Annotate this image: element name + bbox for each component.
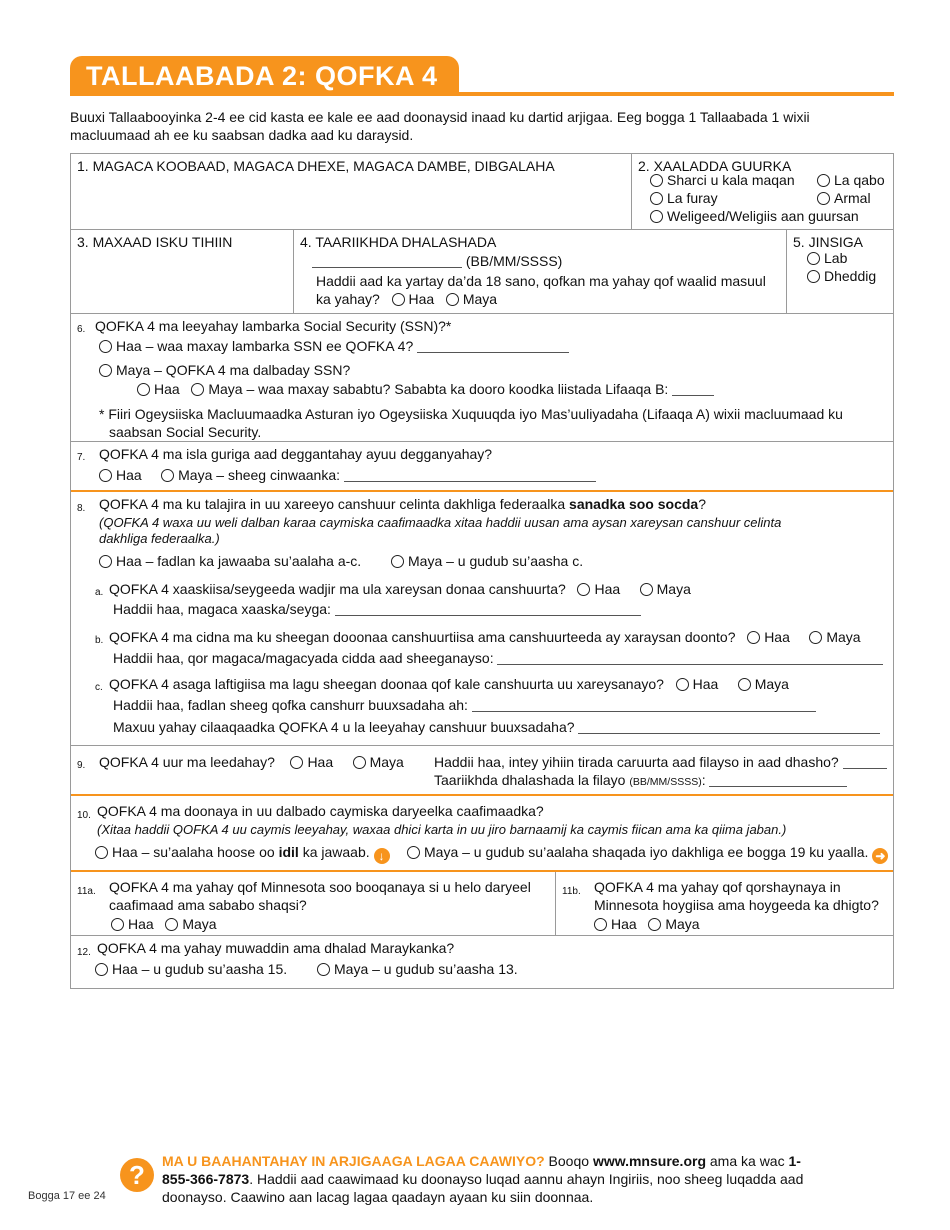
radio-icon[interactable] bbox=[99, 469, 112, 482]
same-address-question: QOFKA 4 ma isla guriga aad deggantahay ayuu degganyahay? bbox=[99, 446, 493, 462]
due-date-input[interactable] bbox=[709, 786, 847, 787]
radio-icon[interactable] bbox=[650, 192, 663, 205]
spouse-name: Haddii haa, magaca xaaska/seyga: bbox=[113, 600, 641, 618]
pregnancy-question: QOFKA 4 uur ma leedahay? Haa Maya bbox=[99, 754, 404, 770]
visiting-options: Haa Maya bbox=[111, 915, 217, 933]
intro-text: Buuxi Tallaabooyinka 2-4 ee cid kasta ee kale ee aad doonaysid inaad ku dartid arjigaa. Eeg bogga 1 Tallaabada 1 wixii macluumaad ah ee ku saabsan dadka aad ku daraysid. bbox=[70, 109, 810, 143]
row-name-marital bbox=[71, 154, 893, 230]
radio-icon[interactable] bbox=[676, 678, 689, 691]
radio-icon[interactable] bbox=[807, 252, 820, 265]
relationship-label: 3. MAXAAD ISKU TIHIIN bbox=[77, 234, 233, 250]
marital-opt-married[interactable]: La qabo bbox=[817, 171, 885, 189]
radio-icon[interactable] bbox=[99, 555, 112, 568]
radio-icon[interactable] bbox=[650, 210, 663, 223]
visiting-question-line2: caafimaad ama sababo shaqsi? bbox=[109, 897, 307, 913]
spouse-name-input[interactable] bbox=[335, 615, 641, 616]
marital-label: 2. XAALADDA GUURKA bbox=[638, 158, 792, 174]
marital-opt-divorced[interactable]: La furay bbox=[650, 189, 718, 207]
row-relation-dob-sex bbox=[71, 230, 893, 314]
moving-options: Haa Maya bbox=[594, 915, 700, 933]
row-tax-filing: 8. QOFKA 4 ma ku talajira in uu xareeyo canshuur celinta dakhliga federaalka sanadka soo socda? (QOFKA 4 waxa uu weli dalban karaa caymiska caafimaadka xitaa haddii uusan ama aysan xareysan canshuur celinta dakhliga federaalka.) Haa – fadlan ka jawaaba su’aalaha a-c. Maya – u gudub su’aasha c. a. QOFKA 4 xaaskiisa/seygeeda wadjir ma ula xareysan donaa canshuurta? Haa Maya Haddii haa, magaca xaaska/seyga: b. QOFKA 4 ma cidna ma ku sheegan dooonaa canshuurtiisa ama canshuurteeda ay xaraysan doonto? Haa Maya Haddii haa, qor magaca/magacyada cidda aad sheeganayso: c. QOFKA 4 asaga laftigiisa ma lagu sheegan doonaa qof kale canshuurta uu xareysanayo? Haa Maya Haddii haa, fadlan sheeg qofka canshurr buuxsadaha ah: Maxuu yahay cilaaqaadka QOFKA 4 u la leeyahay canshuur buuxsadaha? bbox=[71, 492, 893, 746]
citizenship-no[interactable]: Maya – u gudub su’aasha 13. bbox=[317, 960, 518, 978]
row-ssn: 6. QOFKA 4 ma leeyahay lambarka Social Security (SSN)?* Haa – waa maxay lambarka SSN ee QOFKA 4? Maya – QOFKA 4 ma dalbaday SSN? Haa Maya – waa maxay sababtu? Sababta ka dooro koodka liistada Lifaaqa B: * Fiiri Ogeysiiska Macluumaadka Asturan iyo Ogeysiiska Xuquuqda iyo Mas’uuliyadaha (Lifaaqa A) wixii macluumaad ku saabsan Social Security. bbox=[71, 314, 893, 442]
row-same-address: 7. QOFKA 4 ma isla guriga aad deggantahay ayuu degganyahay? Haa Maya – sheeg cinwaanka: bbox=[71, 442, 893, 492]
radio-icon[interactable] bbox=[594, 918, 607, 931]
children-count-input[interactable] bbox=[843, 768, 887, 769]
sex-label: 5. JINSIGA bbox=[793, 234, 864, 250]
radio-icon[interactable] bbox=[99, 340, 112, 353]
claimed-question: QOFKA 4 asaga laftigiisa ma lagu sheegan doonaa qof kale canshuurta uu xareysanayo? Haa Maya bbox=[109, 676, 789, 692]
ssn-no[interactable]: Maya – QOFKA 4 ma dalbaday SSN? bbox=[99, 361, 350, 379]
radio-icon[interactable] bbox=[111, 918, 124, 931]
page-number: Bogga 17 ee 24 bbox=[28, 1190, 106, 1202]
radio-icon[interactable] bbox=[290, 756, 303, 769]
dob-input[interactable]: (BB/MM/SSSS) bbox=[312, 252, 562, 270]
radio-icon[interactable] bbox=[446, 293, 459, 306]
tax-yes[interactable]: Haa – fadlan ka jawaaba su’aalaha a-c. bbox=[99, 552, 361, 570]
radio-icon[interactable] bbox=[807, 270, 820, 283]
ssn-note-line1: * Fiiri Ogeysiiska Macluumaadka Asturan iyo Ogeysiiska Xuquuqda iyo Mas’uuliyadaha (Lifaaqa A) wixii macluumaad ku bbox=[99, 406, 843, 422]
tax-filer-relationship: Maxuu yahay cilaaqaadka QOFKA 4 u la leeyahay canshuur buuxsadaha? bbox=[113, 718, 880, 736]
radio-icon[interactable] bbox=[191, 383, 204, 396]
row-coverage: 10. QOFKA 4 ma doonaya in uu dalbado caymiska daryeelka caafimaadka? (Xitaa haddii QOFKA 4 uu caymis leeyahay, waxaa dhici karta in uu jiro barnaamij ka caymis fiican ama ka qiima jaban.) Haa – su’aalaha hoose oo idil ka jawaab. ↓ Maya – u gudub su’aalaha shaqada iyo dakhliga ee bogga 19 ku yaalla. ➜ bbox=[71, 796, 893, 872]
citizenship-yes[interactable]: Haa – u gudub su’aasha 15. bbox=[95, 960, 287, 978]
website-link[interactable]: www.mnsure.org bbox=[592, 1153, 706, 1169]
sex-opt-female[interactable]: Dheddig bbox=[807, 267, 876, 285]
moving-question-line1: QOFKA 4 ma yahay qof qorshaynaya in bbox=[594, 879, 841, 895]
radio-icon[interactable] bbox=[577, 583, 590, 596]
radio-icon[interactable] bbox=[809, 631, 822, 644]
address-input[interactable] bbox=[344, 481, 596, 482]
radio-icon[interactable] bbox=[817, 174, 830, 187]
relationship-input[interactable] bbox=[578, 733, 880, 734]
ssn-question: QOFKA 4 ma leeyahay lambarka Social Security (SSN)?* bbox=[95, 318, 452, 334]
radio-icon[interactable] bbox=[391, 555, 404, 568]
citizenship-question: QOFKA 4 ma yahay muwaddin ama dhalad Maraykanka? bbox=[97, 940, 455, 956]
visiting-question-line1: QOFKA 4 ma yahay qof Minnesota soo booqanaya si u helo daryeel bbox=[109, 879, 531, 895]
radio-icon[interactable] bbox=[407, 846, 420, 859]
expected-children: Haddii haa, intey yihiin tirada caruurta aad filayso in aad dhasho? bbox=[434, 753, 887, 771]
marital-status-field bbox=[631, 154, 893, 229]
arrow-down-icon: ↓ bbox=[374, 848, 390, 864]
radio-icon[interactable] bbox=[99, 364, 112, 377]
moving-question-line2: Minnesota hoygiisa ama hoygeeda ka dhigto? bbox=[594, 897, 879, 913]
section-header bbox=[70, 56, 894, 96]
due-date: Taariikhda dhalashada la filayo (BB/MM/SSSS): bbox=[434, 771, 847, 791]
marital-opt-widowed[interactable]: Armal bbox=[817, 189, 871, 207]
coverage-yes[interactable]: Haa – su’aalaha hoose oo idil ka jawaab. ↓ bbox=[95, 843, 390, 864]
dependents-question: QOFKA 4 ma cidna ma ku sheegan dooonaa canshuurtiisa ama canshuurteeda ay xaraysan doonto? Haa Maya bbox=[109, 629, 861, 645]
tax-no[interactable]: Maya – u gudub su’aasha c. bbox=[391, 552, 583, 570]
same-address-options: Haa Maya – sheeg cinwaanka: bbox=[99, 466, 596, 484]
joint-filing-question: QOFKA 4 xaaskiisa/seygeeda wadjir ma ula xareysan donaa canshuurta? Haa Maya bbox=[109, 581, 691, 597]
radio-icon[interactable] bbox=[738, 678, 751, 691]
person-form bbox=[70, 153, 894, 989]
dob-field bbox=[293, 230, 786, 313]
ssn-note-line2: saabsan Social Security. bbox=[109, 424, 262, 440]
radio-icon[interactable] bbox=[392, 293, 405, 306]
radio-icon[interactable] bbox=[650, 174, 663, 187]
relationship-field[interactable] bbox=[71, 230, 293, 313]
tax-question: QOFKA 4 ma ku talajira in uu xareeyo canshuur celinta dakhliga federaalka sanadka soo socda? bbox=[99, 496, 707, 512]
dob-label: 4. TAARIIKHDA DHALASHADA bbox=[300, 234, 497, 250]
ssn-input[interactable] bbox=[417, 352, 569, 353]
radio-icon[interactable] bbox=[137, 383, 150, 396]
question-icon: ? bbox=[120, 1158, 154, 1192]
visiting-field: 11a. QOFKA 4 ma yahay qof Minnesota soo booqanaya si u helo daryeel caafimaad ama sababo shaqsi? Haa Maya bbox=[77, 879, 531, 932]
moving-field: 11b. QOFKA 4 ma yahay qof qorshaynaya in Minnesota hoygiisa ama hoygeeda ka dhigto? Haa Maya bbox=[555, 872, 893, 935]
tax-note-line2: dakhliga federaalka.) bbox=[99, 531, 220, 546]
radio-icon[interactable] bbox=[640, 583, 653, 596]
guardian-question-line1: Haddii aad ka yartay da’da 18 sano, qofkan ma yahay qof waalid masuul bbox=[316, 273, 766, 289]
radio-icon[interactable] bbox=[165, 918, 178, 931]
radio-icon[interactable] bbox=[353, 756, 366, 769]
phone-number[interactable]: 1-855-366-7873 bbox=[162, 1153, 801, 1187]
coverage-question: QOFKA 4 ma doonaya in uu dalbado caymiska daryeelka caafimaadka? bbox=[97, 803, 544, 819]
row-residency bbox=[71, 872, 893, 936]
radio-icon[interactable] bbox=[95, 963, 108, 976]
dependents-input[interactable] bbox=[497, 664, 883, 665]
reason-code-input[interactable] bbox=[672, 395, 714, 396]
row-pregnancy: 9. QOFKA 4 uur ma leedahay? Haa Maya Haddii haa, intey yihiin tirada caruurta aad filayso in aad dhasho? Taariikhda dhalashada la filayo (BB/MM/SSSS): bbox=[71, 746, 893, 796]
row-citizenship: 12. QOFKA 4 ma yahay muwaddin ama dhalad Maraykanka? Haa – u gudub su’aasha 15. Maya – u gudub su’aasha 13. bbox=[77, 940, 518, 977]
section-title: TALLAABADA 2: QOFKA 4 bbox=[70, 56, 459, 94]
tax-filer-input[interactable] bbox=[472, 711, 816, 712]
coverage-no[interactable]: Maya – u gudub su’aalaha shaqada iyo dakhliga ee bogga 19 ku yaalla. ➜ bbox=[407, 843, 888, 864]
dependents-names: Haddii haa, qor magaca/magacyada cidda aad sheeganayso: bbox=[113, 649, 883, 667]
marital-opt-never-married[interactable]: Weligeed/Weligiis aan guursan bbox=[650, 207, 859, 225]
header-rule bbox=[70, 92, 894, 96]
sex-opt-male[interactable]: Lab bbox=[807, 249, 847, 267]
tax-note-line1: (QOFKA 4 waxa uu weli dalban karaa caymiska caafimaadka xitaa haddii uusan ama aysan xareysan canshuur celinta bbox=[99, 515, 782, 530]
radio-icon[interactable] bbox=[747, 631, 760, 644]
marital-opt-separated[interactable]: Sharci u kala maqan bbox=[650, 171, 795, 189]
radio-icon[interactable] bbox=[161, 469, 174, 482]
radio-icon[interactable] bbox=[817, 192, 830, 205]
radio-icon[interactable] bbox=[317, 963, 330, 976]
name-field[interactable] bbox=[71, 154, 631, 229]
ssn-applied: Haa Maya – waa maxay sababtu? Sababta ka dooro koodka liistada Lifaaqa B: bbox=[137, 380, 714, 398]
coverage-note: (Xitaa haddii QOFKA 4 uu caymis leeyahay, waxaa dhici karta in uu jiro barnaamij ka caymis fiican ama ka qiima jaban.) bbox=[97, 822, 787, 837]
radio-icon[interactable] bbox=[95, 846, 108, 859]
guardian-question-line2: ka yahay? Haa Maya bbox=[316, 291, 498, 307]
sex-field bbox=[786, 230, 893, 313]
name-label: 1. MAGACA KOOBAAD, MAGACA DHEXE, MAGACA DAMBE, DIBGALAHA bbox=[77, 158, 555, 174]
ssn-yes[interactable]: Haa – waa maxay lambarka SSN ee QOFKA 4? bbox=[99, 337, 569, 355]
help-text: MA U BAAHANTAHAY IN ARJIGAAGA LAGAA CAAWIYO? Booqo www.mnsure.org ama ka wac 1-855-366-7873. Haddii aad caawimaad ku doonayso luqad aannu ahayn Ingiriis, noo sheeg luqadda aad doonayso. Caawino aan lacag lagaa qaadayn ayaan ku siin doonnaa. bbox=[162, 1153, 804, 1205]
tax-filer-name: Haddii haa, fadlan sheeg qofka canshurr buuxsadaha ah: bbox=[113, 696, 816, 714]
radio-icon[interactable] bbox=[648, 918, 661, 931]
arrow-right-icon: ➜ bbox=[872, 848, 888, 864]
